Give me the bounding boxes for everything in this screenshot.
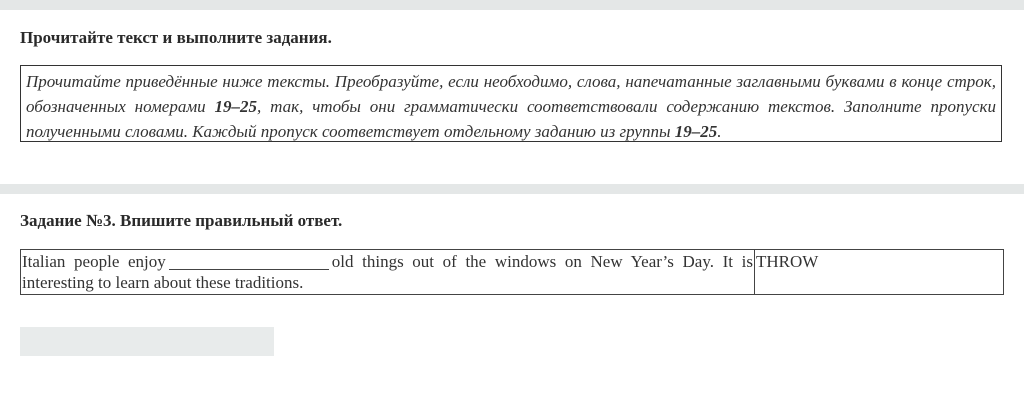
instructions-range-1: 19–25 [214, 97, 258, 116]
instructions-heading: Прочитайте текст и выполните задания. [20, 28, 332, 47]
keyword-cell: THROW [755, 250, 1004, 295]
submit-button-placeholder[interactable] [20, 327, 274, 356]
instructions-text-part1: Прочитайте приведённые ниже тексты. Преобразуйте, если необходимо, слова, напечатанные заглавными буквами в конце строк, обозначенных номерами [26, 72, 996, 116]
top-divider-bar [0, 0, 1024, 10]
sentence-after-gap: old things out of the windows on New Year’s Day. It is interesting to learn about these traditions. [22, 252, 753, 292]
section-divider-bar [0, 184, 1024, 194]
task-table [20, 249, 1004, 295]
instructions-text-part3: . [717, 122, 722, 141]
instructions-text-part2: , так, чтобы они грамматически соответствовали содержанию текстов. Заполните пропуски полученными словами. Каждый пропуск соответствует отдельному заданию из группы [26, 97, 996, 141]
task-row [21, 250, 1004, 295]
task-heading: Задание №3. Впишите правильный ответ. [20, 211, 343, 230]
instructions-range-2: 19–25 [674, 122, 718, 141]
instructions-box [20, 65, 1002, 142]
sentence-cell [21, 250, 755, 295]
answer-input[interactable] [169, 255, 329, 270]
sentence-before-gap: Italian people enjoy [22, 252, 166, 271]
